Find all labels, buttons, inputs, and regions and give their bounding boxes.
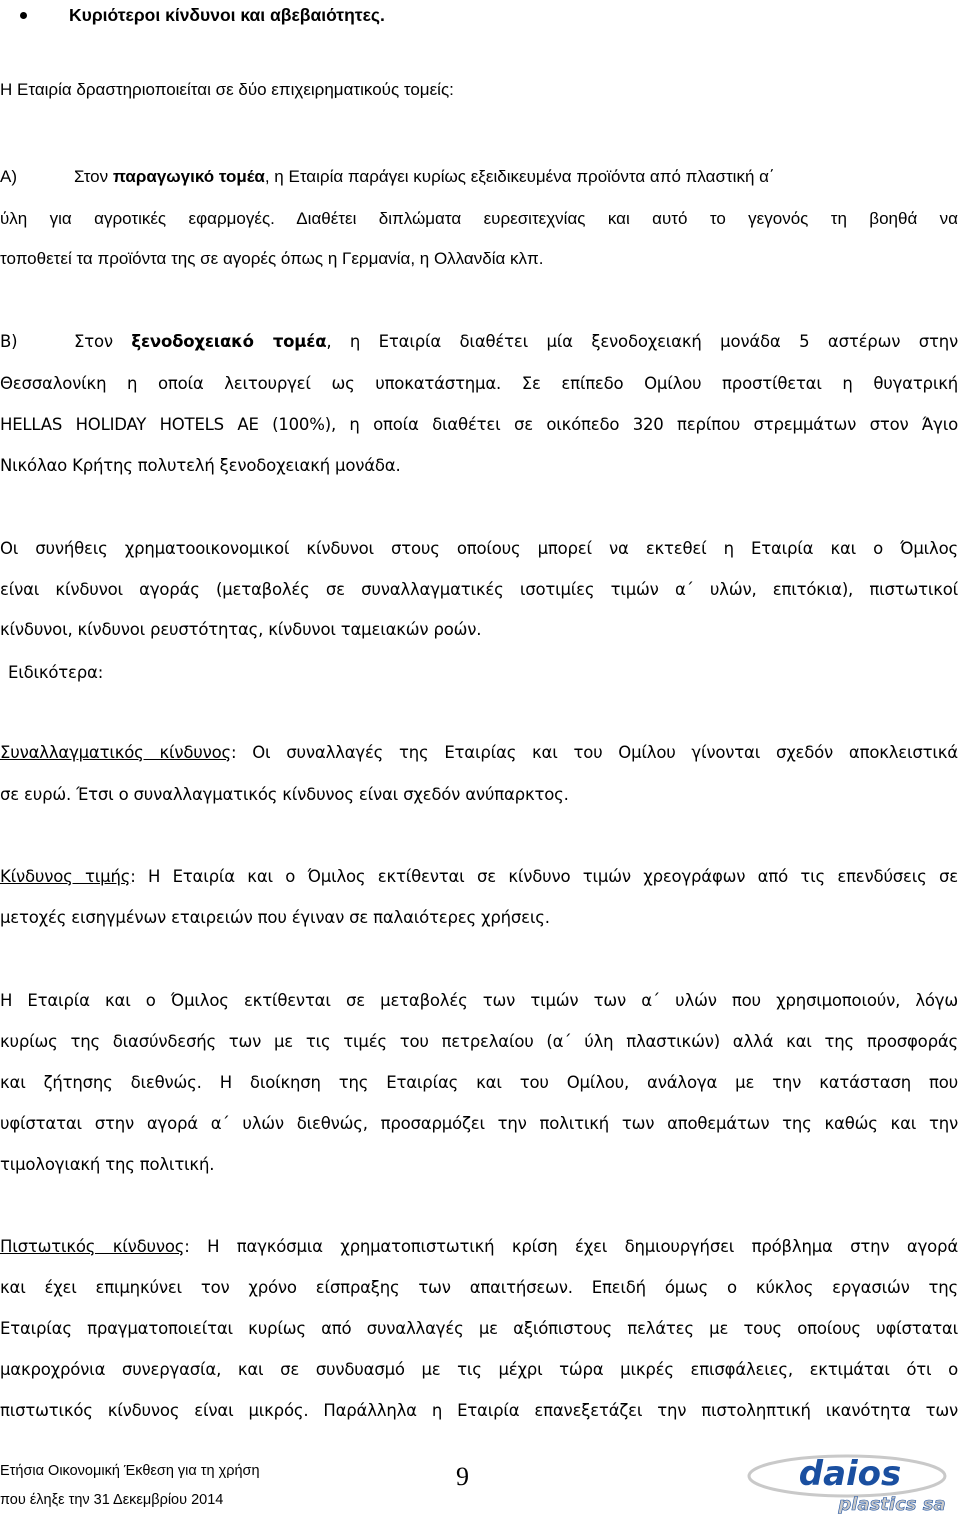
credit-line-3: Εταιρίας πραγματοποιείται κυρίως από συναλλαγές με αξιόπιστους πελάτες με τους οποίους υφίσταται bbox=[0, 1319, 958, 1338]
credit-risk-label: Πιστωτικός κίνδυνος bbox=[0, 1237, 185, 1256]
sector-a-line-1: Α) Στον παραγωγικό τομέα, η Εταιρία παράγει κυρίως εξειδικευμένα προϊόντα από πλαστική α΄ bbox=[0, 164, 958, 190]
sector-b-marker: Β) bbox=[0, 332, 18, 351]
sector-a-line-2: ύλη για αγροτικές εφαρμογές. Διαθέτει διπλώματα ευρεσιτεχνίας και αυτό το γεγονός τη βοηθά να bbox=[0, 209, 958, 228]
fx-risk-label: Συναλλαγματικός κίνδυνος bbox=[0, 743, 232, 762]
raw-line-2: κυρίως της διασύνδεσής των με τις τιμές του πετρελαίου (α΄ ύλη πλαστικών) αλλά και της προσφοράς bbox=[0, 1032, 958, 1051]
fx-line-2: σε ευρώ. Έτσι ο συναλλαγματικός κίνδυνος είναι σχεδόν ανύπαρκτος. bbox=[0, 785, 569, 804]
sector-b-line-4: Νικόλαο Κρήτης πολυτελή ξενοδοχειακή μονάδα. bbox=[0, 456, 401, 475]
logo-subtitle: plastics sa bbox=[838, 1494, 946, 1514]
general-line-2: είναι κίνδυνοι αγοράς (μεταβολές σε συναλλαγματικές ισοτιμίες τιμών α΄ υλών, επιτόκια), πιστωτικοί bbox=[0, 580, 958, 599]
price-line-2: μετοχές εισηγμένων εταιρειών που έγιναν σε παλαιότερες χρήσεις. bbox=[0, 908, 550, 927]
general-line-1: Οι συνήθεις χρηματοοικονομικοί κίνδυνοι στους οποίους μπορεί να εκτεθεί η Εταιρία και ο Όμιλος bbox=[0, 539, 958, 558]
footer-line-1: Ετήσια Οικονομική Έκθεση για τη χρήση bbox=[0, 1463, 260, 1479]
sector-b-line-3: HELLAS HOLIDAY HOTELS AE (100%), η οποία διαθέτει σε οικόπεδο 320 περίπου στρεμμάτων στον Άγιο bbox=[0, 415, 958, 434]
page-number: 9 bbox=[456, 1462, 469, 1491]
raw-line-1: Η Εταιρία και ο Όμιλος εκτίθενται σε μεταβολές των τιμών των α΄ υλών που χρησιμοποιούν, λόγω bbox=[0, 991, 958, 1010]
credit-line-1: Πιστωτικός κίνδυνος: Η παγκόσμια χρηματοπιστωτική κρίση έχει δημιουργήσει πρόβλημα στην αγορά bbox=[0, 1237, 958, 1256]
footer-line-2: που έληξε την 31 Δεκεμβρίου 2014 bbox=[0, 1492, 224, 1508]
raw-line-3: και ζήτησης διεθνώς. Η διοίκηση της Εταιρίας και του Ομίλου, ανάλογα με την κατάσταση που bbox=[0, 1073, 958, 1092]
sector-b-bold: ξενοδοχειακό τομέα bbox=[131, 332, 327, 351]
raw-line-4: υφίσταται στην αγορά α΄ υλών διεθνώς, προσαρμόζει την πολιτική των αποθεμάτων της καθώς και την bbox=[0, 1114, 958, 1133]
fx-line-1: Συναλλαγματικός κίνδυνος: Οι συναλλαγές της Εταιρίας και του Ομίλου γίνονται σχεδόν αποκλειστικά bbox=[0, 743, 958, 762]
price-risk-label: Κίνδυνος τιμής bbox=[0, 867, 131, 886]
heading-text: Κυριότεροι κίνδυνοι και αβεβαιότητες. bbox=[69, 4, 385, 25]
sector-a-marker: Α) bbox=[0, 167, 17, 186]
raw-line-5: τιμολογιακή της πολιτική. bbox=[0, 1155, 215, 1174]
sector-b-line-1: Β) Στον ξενοδοχειακό τομέα, η Εταιρία διαθέτει μία ξενοδοχειακή μονάδα 5 αστέρων στην bbox=[0, 329, 958, 355]
credit-line-2: και έχει επιμηκύνει τον χρόνο είσπραξης των απαιτήσεων. Επειδή όμως ο κύκλος εργασιών της bbox=[0, 1278, 958, 1297]
company-logo bbox=[742, 1452, 952, 1514]
section-heading bbox=[20, 0, 385, 30]
price-line-1: Κίνδυνος τιμής: Η Εταιρία και ο Όμιλος εκτίθενται σε κίνδυνο τιμών χρεογράφων από τις επενδύσεις σε bbox=[0, 867, 958, 886]
general-line-3: κίνδυνοι, κίνδυνοι ρευστότητας, κίνδυνοι ταμειακών ροών. bbox=[0, 620, 482, 639]
specifically-label: Ειδικότερα: bbox=[8, 663, 104, 682]
credit-line-4: μακροχρόνια συνεργασία, και σε συνδυασμό με τις μέχρι τώρα μικρές επισφάλειες, εκτιμάται ότι ο bbox=[0, 1360, 958, 1379]
credit-line-5: πιστωτικός κίνδυνος είναι μικρός. Παράλληλα η Εταιρία επανεξετάζει την πιστοληπτική ικανότητα των bbox=[0, 1401, 958, 1420]
sector-a-line-3: τοποθετεί τα προϊόντα της σε αγορές όπως η Γερμανία, η Ολλανδία κλπ. bbox=[0, 249, 544, 268]
sector-a-bold: παραγωγικό τομέα bbox=[112, 167, 265, 186]
intro-paragraph: Η Εταιρία δραστηριοποιείται σε δύο επιχειρηματικούς τομείς: bbox=[0, 80, 454, 99]
logo-wordmark: daios bbox=[798, 1454, 902, 1494]
sector-b-line-2: Θεσσαλονίκη η οποία λειτουργεί ως υποκατάστημα. Σε επίπεδο Ομίλου προστίθεται η θυγατρική bbox=[0, 374, 958, 393]
bullet-icon bbox=[20, 12, 27, 19]
